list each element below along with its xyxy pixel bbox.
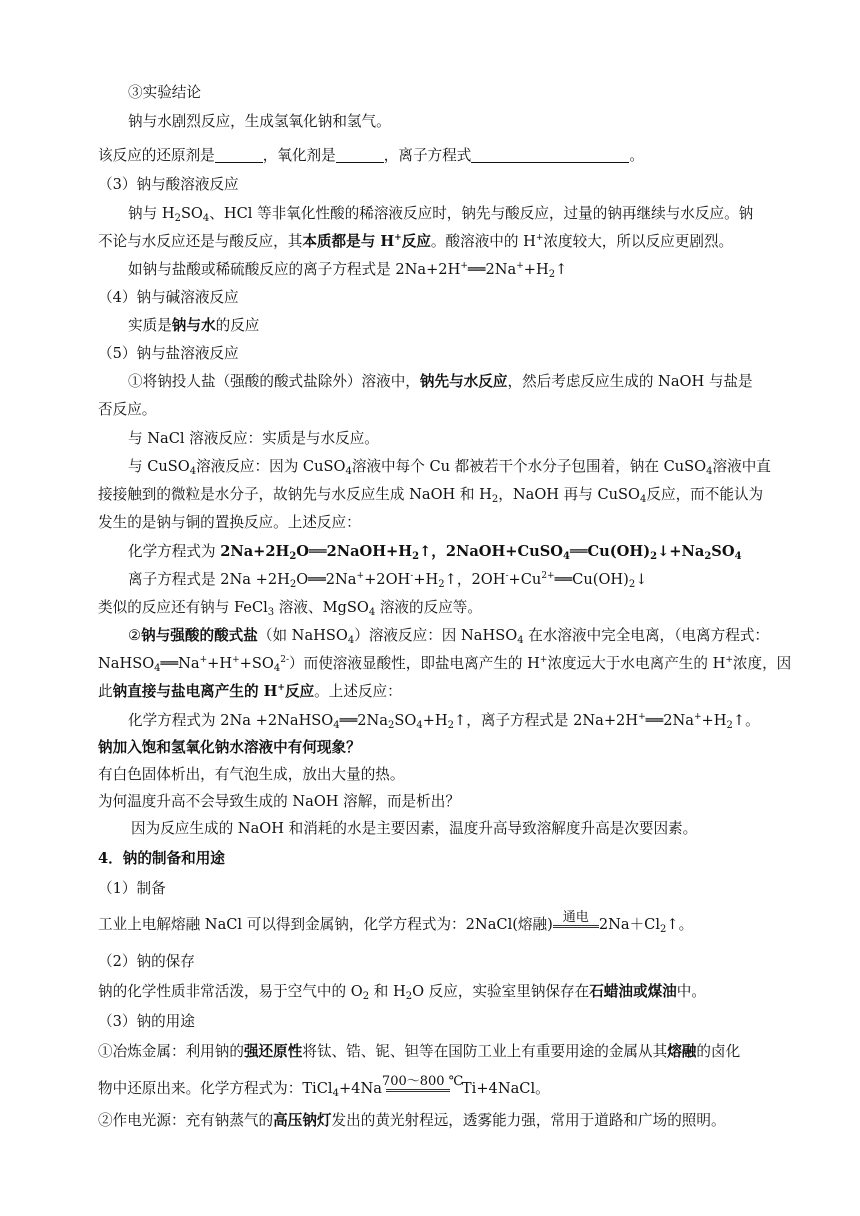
paragraph: 否反应。 xyxy=(98,401,157,418)
paragraph: $NaHSO_4══Na^++H^++SO_4^{2-}$）而使溶液显酸性，即盐电离产生的 H+浓度远大于水电离产生的 H+浓度，因 xyxy=(98,655,792,674)
section-heading: （3）钠的用途 xyxy=(98,1013,195,1030)
paragraph: 如钠与盐酸或稀硫酸反应的离子方程式是 $2Na+2H^+══2Na^++H_2↑$ xyxy=(128,261,568,280)
fill-in-question: 该反应的还原剂是 ，氧化剂是 ，离子方程式 。 xyxy=(98,147,644,164)
question-heading: 钠加入饱和氢氧化钠水溶液中有何现象？ xyxy=(98,739,361,756)
section-title: 4．钠的制备和用途 xyxy=(98,850,225,867)
paragraph: 与 NaCl 溶液反应：实质是与水反应。 xyxy=(128,430,379,447)
section-heading: （4）钠与碱溶液反应 xyxy=(98,289,239,306)
reaction-condition-arrow: 通电 xyxy=(553,919,599,928)
ionic-equation: 离子方程式是 $2Na +2H_2O══2Na^++2OH^-+H_2↑$，$2OH^-+Cu^{2+}══Cu(OH)_2↓$ xyxy=(128,571,648,590)
heading-experiment-conclusion: ③实验结论 xyxy=(128,84,201,101)
paragraph: 不论与水反应还是与酸反应，其本质都是与 H+反应。酸溶液中的 H+浓度较大，所以反应更剧烈。 xyxy=(98,233,734,250)
paragraph: 钠与 $H_2SO_4$、HCl 等非氧化性酸的稀溶液反应时，钠先与酸反应，过量的钠再继续与水反应。钠 xyxy=(128,205,754,224)
paragraph: ②作电光源：充有钠蒸气的高压钠灯发出的黄光射程远，透雾能力强，常用于道路和广场的照明。 xyxy=(98,1112,726,1129)
answer-blank-oxidant[interactable] xyxy=(336,147,384,163)
section-heading: （2）钠的保存 xyxy=(98,953,195,970)
paragraph: 发生的是钠与铜的置换反应。上述反应： xyxy=(98,514,361,531)
reaction-condition-arrow: 700～800 ℃ xyxy=(382,1083,462,1092)
chemical-equation: 物中还原出来。化学方程式为：TiCl$_4$+4Na 700～800 ℃ Ti+4NaCl。 xyxy=(98,1074,550,1099)
chemical-equation: 化学方程式为 $2Na+2H_2O══2NaOH+H_2↑$，$2NaOH+CuSO_4══Cu(OH)_2↓+Na_2SO_4$ xyxy=(128,543,742,562)
chemical-equation: 化学方程式为 $2Na +2NaHSO_4══2Na_2SO_4+H_2↑$，离子方程式是 $2Na+2H^+══2Na^++H_2↑$。 xyxy=(128,712,760,731)
chemical-equation: 工业上电解熔融 NaCl 可以得到金属钠，化学方程式为：2NaCl(熔融) 通电 $2Na+Cl_2↑$。 xyxy=(98,910,694,935)
answer-text: 因为反应生成的 NaOH 和消耗的水是主要因素，温度升高导致溶解度升高是次要因素。 xyxy=(131,820,698,837)
answer-text: 有白色固体析出，有气泡生成，放出大量的热。 xyxy=(98,766,405,783)
answer-blank-ionic-equation[interactable] xyxy=(471,147,629,163)
question-text: 为何温度升高不会导致生成的 NaOH 溶解，而是析出？ xyxy=(98,793,460,810)
paragraph: 与 CuSO$_4$溶液反应：因为 CuSO$_4$溶液中每个 Cu 都被若干个水分子包围着，钠在 CuSO$_4$溶液中直 xyxy=(128,458,771,477)
section-heading: （3）钠与酸溶液反应 xyxy=(98,176,239,193)
paragraph: 此钠直接与盐电离产生的 H+反应。上述反应： xyxy=(98,683,402,700)
answer-blank-reductant[interactable] xyxy=(215,147,263,163)
paragraph: 钠的化学性质非常活泼，易于空气中的 $O_2$ 和 $H_2O$ 反应，实验室里钠保存在石蜡油或煤油中。 xyxy=(98,983,706,1002)
paragraph: 接接触到的微粒是水分子，故钠先与水反应生成 NaOH 和 $H_2$，NaOH 再与 CuSO$_4$反应，而不能认为 xyxy=(98,486,764,505)
paragraph: ①冶炼金属：利用钠的强还原性将钛、锆、铌、钽等在国防工业上有重要用途的金属从其熔融的卤化 xyxy=(98,1043,741,1060)
paragraph: ②钠与强酸的酸式盐（如 NaHSO$_4$）溶液反应：因 NaHSO$_4$ 在水溶液中完全电离，（电离方程式： xyxy=(128,627,770,646)
paragraph: ①将钠投人盐（强酸的酸式盐除外）溶液中，钠先与水反应，然后考虑反应生成的 NaOH 与盐是 xyxy=(128,373,753,390)
paragraph: 类似的反应还有钠与 FeCl$_3$ 溶液、MgSO$_4$ 溶液的反应等。 xyxy=(98,599,482,618)
section-heading: （5）钠与盐溶液反应 xyxy=(98,345,239,362)
section-heading: （1）制备 xyxy=(98,880,166,897)
paragraph: 钠与水剧烈反应，生成氢氧化钠和氢气。 xyxy=(128,113,391,130)
paragraph: 实质是钠与水的反应 xyxy=(128,317,260,334)
